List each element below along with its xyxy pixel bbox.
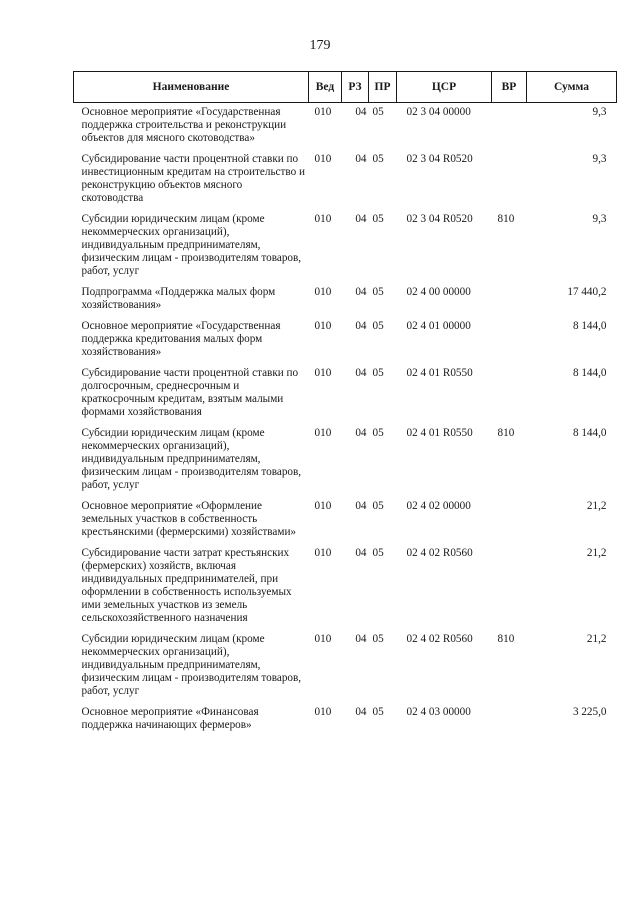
cell-rz: 04 (355, 367, 367, 379)
cell-vr: 810 (497, 213, 515, 225)
cell-sum: 9,3 (592, 106, 607, 118)
cell-name: Субсидии юридическим лицам (кроме некоммерческих организаций), индивидуальным предпринимателям, физическим лицам - производителям товаров, работ, услуг (81, 427, 302, 491)
cell-ved: 010 (314, 500, 332, 512)
table-body (74, 103, 617, 738)
cell-vr (492, 150, 527, 210)
header-vr: ВР (492, 72, 527, 103)
cell-sum: 8 144,0 (572, 427, 607, 439)
cell-ved: 010 (314, 633, 332, 645)
cell-sum: 21,2 (586, 500, 607, 512)
cell-name: Подпрограмма «Поддержка малых форм хозяйствования» (81, 286, 276, 311)
cell-pr: 05 (372, 320, 384, 332)
cell-sum: 21,2 (586, 547, 607, 559)
cell-csr: 02 4 01 R0550 (406, 367, 473, 379)
cell-name: Субсидирование части затрат крестьянских (фермерских) хозяйств, включая индивидуальных предпринимателей, при оформлении в собственность используемых ими земельных участков из земель сельскохозяйственного назначения (81, 547, 292, 624)
cell-pr: 05 (372, 500, 384, 512)
cell-ved: 010 (314, 213, 332, 225)
cell-rz: 04 (355, 547, 367, 559)
cell-csr: 02 4 01 R0550 (406, 427, 473, 439)
cell-vr (492, 497, 527, 544)
header-name: Наименование (74, 72, 309, 103)
cell-vr: 810 (497, 633, 515, 645)
cell-csr: 02 4 02 00000 (406, 500, 471, 512)
cell-name: Субсидии юридическим лицам (кроме некоммерческих организаций), индивидуальным предпринимателям, физическим лицам - производителям товаров, работ, услуг (81, 633, 302, 697)
cell-sum: 9,3 (592, 153, 607, 165)
header-rz: РЗ (342, 72, 369, 103)
table-row (74, 364, 617, 424)
cell-ved: 010 (314, 367, 332, 379)
table-row (74, 424, 617, 497)
header-pr: ПР (369, 72, 397, 103)
header-sum: Сумма (527, 72, 617, 103)
cell-pr: 05 (372, 106, 384, 118)
cell-rz: 04 (355, 500, 367, 512)
cell-csr: 02 4 00 00000 (406, 286, 471, 298)
cell-pr: 05 (372, 427, 384, 439)
cell-rz: 04 (355, 427, 367, 439)
cell-rz: 04 (355, 106, 367, 118)
cell-vr (492, 364, 527, 424)
cell-ved: 010 (314, 706, 332, 718)
cell-vr (492, 317, 527, 364)
cell-csr: 02 4 03 00000 (406, 706, 471, 718)
cell-sum: 8 144,0 (572, 367, 607, 379)
header-ved: Вед (309, 72, 342, 103)
cell-name: Субсидирование части процентной ставки по инвестиционным кредитам на строительство и реконструкцию объектов мясного скотоводства (81, 153, 305, 204)
cell-sum: 3 225,0 (572, 706, 607, 718)
cell-rz: 04 (355, 213, 367, 225)
cell-sum: 9,3 (592, 213, 607, 225)
table-row (74, 210, 617, 283)
cell-pr: 05 (372, 633, 384, 645)
table-row (74, 150, 617, 210)
cell-rz: 04 (355, 320, 367, 332)
header-csr: ЦСР (397, 72, 492, 103)
cell-pr: 05 (372, 286, 384, 298)
cell-csr: 02 3 04 R0520 (406, 213, 473, 225)
cell-vr (492, 544, 527, 630)
cell-csr: 02 4 02 R0560 (406, 547, 473, 559)
cell-ved: 010 (314, 320, 332, 332)
cell-pr: 05 (372, 367, 384, 379)
table-row (74, 544, 617, 630)
cell-vr (492, 103, 527, 151)
table-row (74, 283, 617, 317)
cell-ved: 010 (314, 547, 332, 559)
cell-name: Основное мероприятие «Финансовая поддержка начинающих фермеров» (81, 706, 259, 731)
table-row (74, 103, 617, 151)
cell-csr: 02 3 04 00000 (406, 106, 471, 118)
cell-name: Основное мероприятие «Государственная поддержка строительства и реконструкции объектов для мясного скотоводства» (81, 106, 287, 144)
cell-sum: 21,2 (586, 633, 607, 645)
cell-csr: 02 4 01 00000 (406, 320, 471, 332)
cell-rz: 04 (355, 706, 367, 718)
cell-pr: 05 (372, 547, 384, 559)
cell-ved: 010 (314, 427, 332, 439)
cell-vr (492, 283, 527, 317)
cell-ved: 010 (314, 106, 332, 118)
page-number: 179 (309, 38, 331, 53)
cell-name: Субсидирование части процентной ставки по долгосрочным, среднесрочным и краткосрочным кредитам, взятым малыми формами хозяйствования (81, 367, 299, 418)
cell-rz: 04 (355, 286, 367, 298)
table-row (74, 317, 617, 364)
cell-csr: 02 4 02 R0560 (406, 633, 473, 645)
cell-csr: 02 3 04 R0520 (406, 153, 473, 165)
cell-rz: 04 (355, 633, 367, 645)
cell-vr: 810 (497, 427, 515, 439)
cell-name: Субсидии юридическим лицам (кроме некоммерческих организаций), индивидуальным предпринимателям, физическим лицам - производителям товаров, работ, услуг (81, 213, 302, 277)
cell-pr: 05 (372, 213, 384, 225)
cell-sum: 8 144,0 (572, 320, 607, 332)
cell-rz: 04 (355, 153, 367, 165)
cell-sum: 17 440,2 (567, 286, 607, 298)
table-row (74, 703, 617, 737)
table-row (74, 630, 617, 703)
cell-pr: 05 (372, 706, 384, 718)
cell-name: Основное мероприятие «Оформление земельных участков в собственность крестьянскими (фермерскими) хозяйствами» (81, 500, 297, 538)
cell-ved: 010 (314, 286, 332, 298)
budget-table (73, 71, 617, 737)
cell-vr (492, 703, 527, 737)
table-row (74, 497, 617, 544)
cell-ved: 010 (314, 153, 332, 165)
cell-pr: 05 (372, 153, 384, 165)
table-header-row (74, 72, 617, 103)
cell-name: Основное мероприятие «Государственная поддержка кредитования малых форм хозяйствования» (81, 320, 281, 358)
